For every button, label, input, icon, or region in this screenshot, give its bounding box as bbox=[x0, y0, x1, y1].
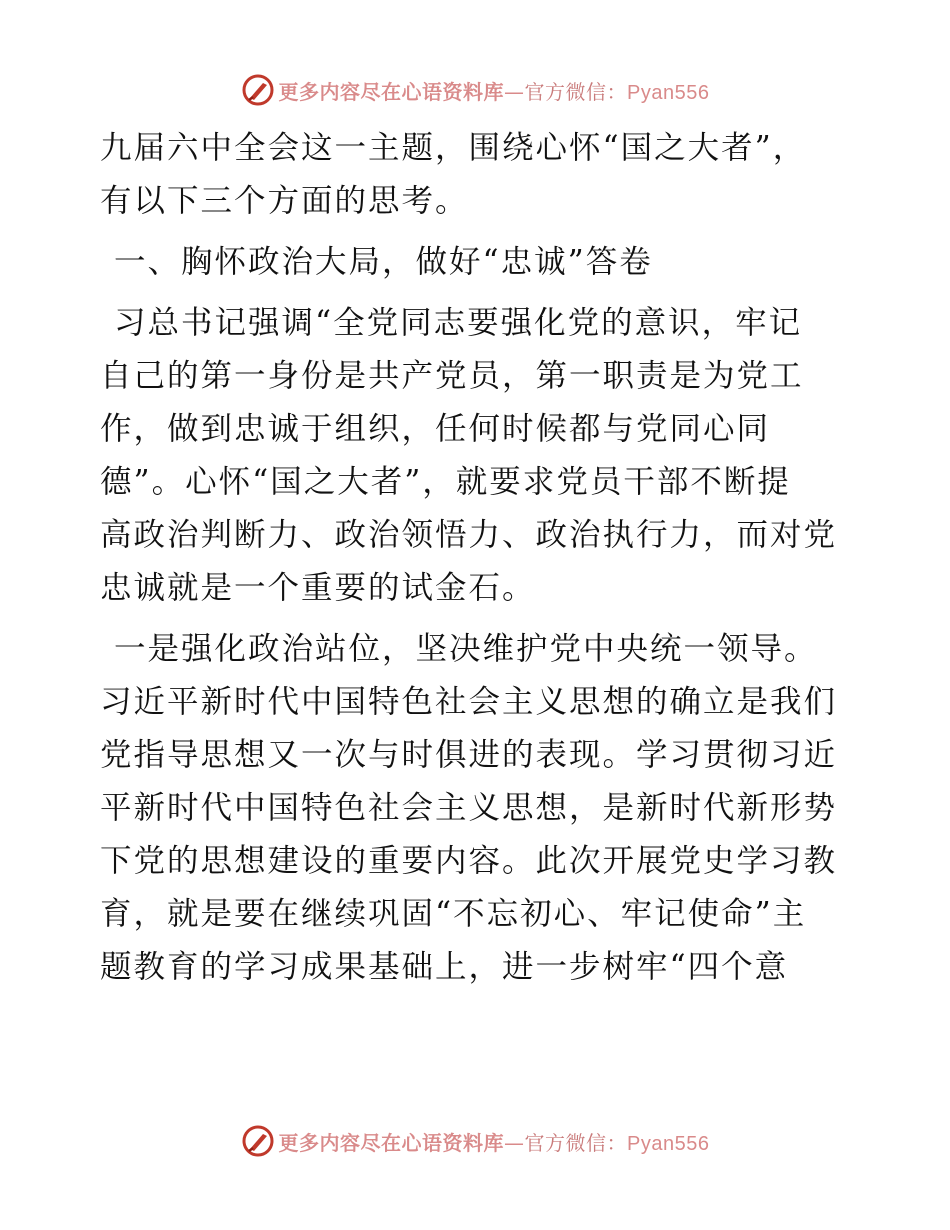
text-line: 下党的思想建设的重要内容。此次开展党史学习教 bbox=[100, 843, 838, 879]
text-line: 平新时代中国特色社会主义思想，是新时代新形势 bbox=[100, 790, 838, 826]
paragraph-intro bbox=[100, 122, 860, 228]
footer-watermark bbox=[0, 1123, 950, 1159]
watermark-main-text: 更多内容尽在心语资料库 bbox=[278, 79, 505, 104]
watermark-label: 官方微信： bbox=[524, 79, 628, 104]
text-line: 党指导思想又一次与时俱进的表现。学习贯彻习近 bbox=[100, 737, 838, 773]
text-line: 一是强化政治站位，坚决维护党中央统一领导。 bbox=[114, 631, 818, 667]
watermark-label: 官方微信： bbox=[524, 1130, 628, 1155]
text-line: 习总书记强调“全党同志要强化党的意识，牢记 bbox=[114, 305, 803, 341]
text-line: 忠诚就是一个重要的试金石。 bbox=[100, 570, 536, 606]
watermark-wechat-id: Pyan556 bbox=[627, 1132, 710, 1155]
text-line: 有以下三个方面的思考。 bbox=[100, 183, 469, 219]
document-body bbox=[100, 122, 860, 1002]
text-line: 题教育的学习成果基础上，进一步树牢“四个意 bbox=[100, 949, 789, 985]
watermark-separator: — bbox=[504, 79, 525, 104]
watermark-wechat-id: Pyan556 bbox=[627, 81, 710, 104]
text-line: 高政治判断力、政治领悟力、政治执行力，而对党 bbox=[100, 517, 838, 553]
text-line: 作，做到忠诚于组织，任何时候都与党同心同 bbox=[100, 411, 771, 447]
text-line: 育，就是要在继续巩固“不忘初心、牢记使命”主 bbox=[100, 896, 807, 932]
text-line: 习近平新时代中国特色社会主义思想的确立是我们 bbox=[100, 684, 838, 720]
quill-logo-icon bbox=[241, 73, 275, 107]
text-line: 德”。心怀“国之大者”，就要求党员干部不断提 bbox=[100, 464, 791, 500]
paragraph-loyalty bbox=[100, 297, 860, 615]
watermark-main-text: 更多内容尽在心语资料库 bbox=[278, 1130, 505, 1155]
quill-logo-icon bbox=[241, 1124, 275, 1158]
text-line: 九届六中全会这一主题，围绕心怀“国之大者”， bbox=[100, 130, 807, 166]
header-watermark bbox=[0, 72, 950, 108]
section-heading bbox=[100, 236, 860, 289]
text-line: 自己的第一身份是共产党员，第一职责是为党工 bbox=[100, 358, 804, 394]
heading-text: 一、胸怀政治大局，做好“忠诚”答卷 bbox=[114, 244, 653, 280]
watermark-separator: — bbox=[504, 1130, 525, 1155]
paragraph-political-stance bbox=[100, 623, 860, 994]
